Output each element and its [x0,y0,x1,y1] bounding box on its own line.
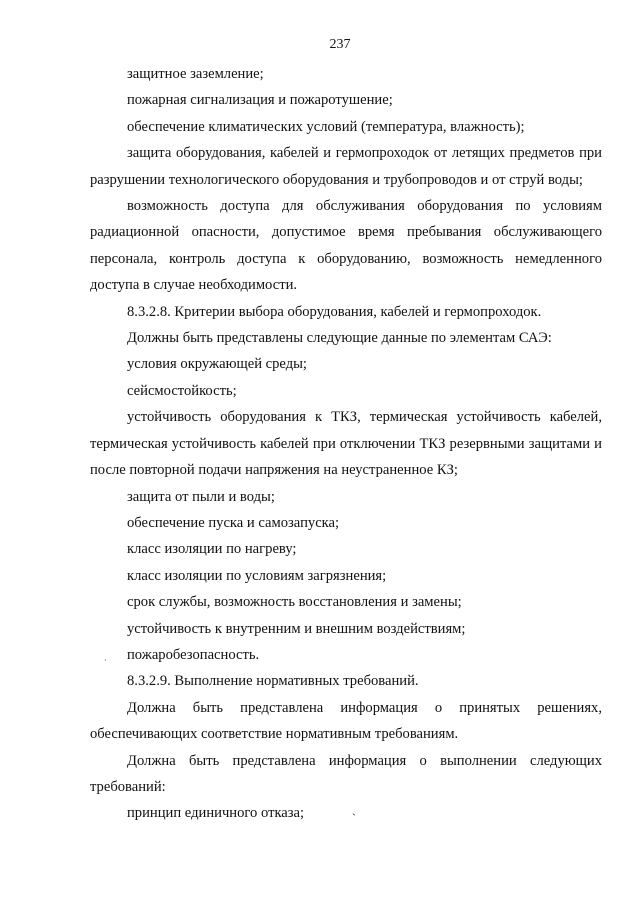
list-item: обеспечение пуска и самозапуска; [127,514,340,531]
list-item: срок службы, возможность восстановления и замены; [127,594,462,611]
section-heading: 8.3.2.9. Выполнение нормативных требований. [127,673,419,690]
list-item: класс изоляции по нагреву; [127,541,297,558]
paragraph: Должны быть представлены следующие данные по элементам САЭ: [127,330,552,347]
list-item: защита от пыли и воды; [127,488,275,505]
list-item: класс изоляции по условиям загрязнения; [127,567,387,584]
scan-dot: · [104,656,107,665]
scan-mark: ` [352,811,356,825]
paragraph: Должна быть представлена информация о принятых решениях, обеспечивающих соответствие нормативным требованиям. [90,699,602,743]
paragraph: возможность доступа для обслуживания оборудования по условиям радиационной опасности, допустимое время пребывания обслуживающего персонала, контроль доступа к оборудованию, возможность немедленного доступа в случае необходимости. [90,198,602,294]
page-number: 237 [329,37,351,52]
section-heading: 8.3.2.8. Критерии выбора оборудования, кабелей и гермопроходок. [127,303,542,320]
paragraph: Должна быть представлена информация о выполнении следующих требований: [90,752,602,795]
document-body [90,61,602,827]
list-item: условия окружающей среды; [127,356,307,373]
list-item: принцип единичного отказа; [127,805,305,822]
list-item: пожаробезопасность. [127,646,260,663]
paragraph: пожарная сигнализация и пожаротушение; [127,92,393,109]
list-item: устойчивость оборудования к ТКЗ, термическая устойчивость кабелей, термическая устойчивость кабелей при отключении ТКЗ резервными защитами и после повторной подачи напряжения на неустраненное КЗ; [90,409,602,479]
paragraph: обеспечение климатических условий (температура, влажность); [127,118,525,135]
paragraph: защита оборудования, кабелей и гермопроходок от летящих предметов при разрушении технологического оборудования и трубопроводов и от струй воды; [90,145,602,188]
list-item: устойчивость к внутренним и внешним воздействиям; [127,620,466,637]
list-item: сейсмостойкость; [127,382,237,399]
paragraph: защитное заземление; [127,66,264,82]
